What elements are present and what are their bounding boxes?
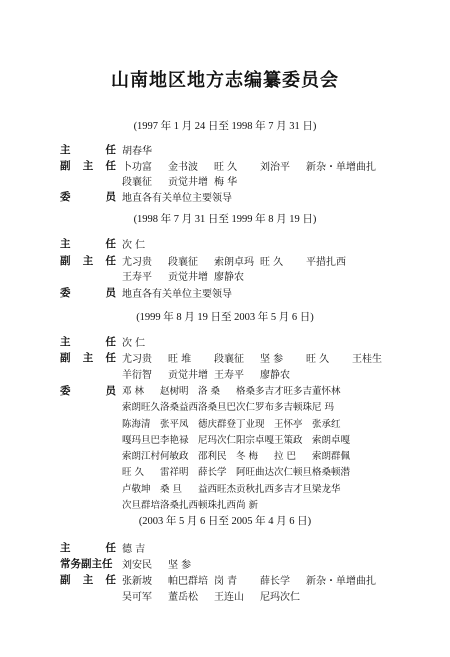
member-name: 拉 巴 xyxy=(274,451,297,463)
members-grid-row xyxy=(122,383,350,399)
member-name: 丁业现 xyxy=(236,418,265,430)
member-name: 刘安民 xyxy=(122,560,152,571)
member-name: 张新坡 xyxy=(122,576,152,587)
member-name: 薛长学 xyxy=(198,467,227,479)
role-label: 常务副主任 xyxy=(60,558,113,570)
member-name: 尼 玛 xyxy=(312,402,335,414)
member-name: 坚 参 xyxy=(260,354,284,365)
member-name: 张平凤 xyxy=(160,418,189,430)
member-name: 贡秋扎西 xyxy=(236,483,275,495)
member-name: 梁龙华 xyxy=(312,483,341,495)
member-name: 王桂生 xyxy=(352,354,382,365)
members-text: 地直各有关单位主要领导 xyxy=(122,193,232,204)
member-name: 贡觉井增 xyxy=(168,272,208,283)
member-name: 贡觉井增 xyxy=(168,370,208,381)
period-heading: (2003 年 5 月 6 日至 2005 年 4 月 6 日) xyxy=(138,516,312,527)
member-name: 益西旺杰 xyxy=(198,483,237,495)
member-name: 阳宗卓嘎 xyxy=(236,434,275,446)
member-name: 尼玛次仁 xyxy=(260,592,300,603)
member-name: 旺 堆 xyxy=(168,354,192,365)
member-name: 洛 桑 xyxy=(198,386,221,397)
member-name: 王策政 xyxy=(274,434,303,446)
member-name: 赵树明 xyxy=(160,386,189,397)
member-name: 次旦群培 xyxy=(122,500,161,512)
deputy-names xyxy=(122,253,352,268)
director-names xyxy=(122,540,168,555)
member-name: 卢敬坤 xyxy=(122,483,151,495)
member-name: 格桑多吉 xyxy=(236,386,275,397)
role-label: 委 员 xyxy=(60,385,116,397)
executive-deputy-names xyxy=(122,556,214,571)
member-name: 贡觉井增 xyxy=(168,177,208,188)
role-label: 副 主 任 xyxy=(60,352,116,364)
member-name: 索朗群佩 xyxy=(312,451,351,463)
member-name: 旺 久 xyxy=(260,257,284,268)
member-name: 王寿平 xyxy=(214,370,244,381)
members-grid xyxy=(122,383,350,513)
deputy-names-cont xyxy=(122,173,260,188)
member-name: 尤习贵 xyxy=(122,354,152,365)
role-label: 主 任 xyxy=(60,542,116,554)
members-grid-row xyxy=(122,464,350,480)
member-name: 羊衍智 xyxy=(122,370,152,381)
role-label: 主 任 xyxy=(60,144,116,156)
member-name: 才旺多吉 xyxy=(274,386,313,397)
role-label: 主 任 xyxy=(60,336,116,348)
member-name: 索朗卓嘎 xyxy=(312,434,351,446)
role-label: 副 主 任 xyxy=(60,255,116,267)
member-name: 索朗卓玛 xyxy=(214,257,254,268)
members-grid-row xyxy=(122,416,350,432)
member-name: 段襄征 xyxy=(168,257,198,268)
member-name: 胡春华 xyxy=(122,146,152,157)
member-name: 王怀亭 xyxy=(274,418,303,430)
period-heading: (1998 年 7 月 31 日至 1999 年 8 月 19 日) xyxy=(133,214,317,225)
director-names xyxy=(122,334,168,349)
members-grid-row xyxy=(122,481,350,497)
members-text: 地直各有关单位主要领导 xyxy=(122,289,232,300)
member-name: 刘治平 xyxy=(260,162,290,173)
member-name: 格桑顿潜 xyxy=(312,467,351,479)
member-name: 嘎玛旦巴 xyxy=(122,434,161,446)
deputy-names-cont xyxy=(122,268,260,283)
member-name: 洛桑旦巴 xyxy=(198,402,237,414)
member-name: 尚 新 xyxy=(236,500,259,512)
member-name: 王寿平 xyxy=(122,272,152,283)
members-grid-row xyxy=(122,432,350,448)
document-title: 山南地区地方志编纂委员会 xyxy=(111,70,339,91)
member-name: 新杂・单增曲扎 xyxy=(306,162,376,173)
member-name: 薛长学 xyxy=(260,576,290,587)
member-name: 洛桑益西 xyxy=(160,402,199,414)
member-name: 索朗旺久 xyxy=(122,402,161,414)
member-name: 次仁顿旦 xyxy=(274,467,313,479)
deputy-names-cont xyxy=(122,366,306,381)
member-name: 尼玛次仁 xyxy=(198,434,237,446)
member-name: 董怀林 xyxy=(312,386,341,397)
member-name: 多吉顿珠 xyxy=(274,402,313,414)
member-name: 陈海清 xyxy=(122,418,151,430)
period-heading: (1999 年 8 月 19 日至 2003 年 5 月 6 日) xyxy=(136,312,314,323)
director-names xyxy=(122,236,168,251)
member-name: 何敏政 xyxy=(160,451,189,463)
member-name: 旺 久 xyxy=(306,354,330,365)
member-name: 桑 旦 xyxy=(160,483,183,495)
member-name: 廖静农 xyxy=(214,272,244,283)
member-name: 廖静农 xyxy=(260,370,290,381)
member-name: 洛桑扎西 xyxy=(160,500,199,512)
deputy-names xyxy=(122,350,398,365)
member-name: 帕巴群培 xyxy=(168,576,208,587)
member-name: 次仁罗布 xyxy=(236,402,275,414)
role-label: 副 主 任 xyxy=(60,160,116,172)
member-name: 金书波 xyxy=(168,162,198,173)
members-grid-row xyxy=(122,399,350,415)
deputy-names-cont xyxy=(122,588,306,603)
member-name: 邓 林 xyxy=(122,386,145,397)
member-name: 张承红 xyxy=(312,418,341,430)
member-name: 梅 华 xyxy=(214,177,238,188)
director-names xyxy=(122,142,168,157)
member-name: 卜功富 xyxy=(122,162,152,173)
role-label: 委 员 xyxy=(60,287,116,299)
members-grid-row xyxy=(122,497,350,513)
member-name: 段襄征 xyxy=(214,354,244,365)
member-name: 次 仁 xyxy=(122,240,146,251)
member-name: 旺 久 xyxy=(122,467,145,479)
member-name: 李艳禄 xyxy=(160,434,189,446)
member-name: 雷祥明 xyxy=(160,467,189,479)
member-name: 段襄征 xyxy=(122,177,152,188)
member-name: 坚 参 xyxy=(168,560,192,571)
member-name: 岗 青 xyxy=(214,576,238,587)
member-name: 尤习贵 xyxy=(122,257,152,268)
member-name: 次 仁 xyxy=(122,338,146,349)
deputy-names xyxy=(122,572,376,587)
member-name: 德 吉 xyxy=(122,544,146,555)
role-label: 副 主 任 xyxy=(60,574,116,586)
member-name: 索朗江村 xyxy=(122,451,161,463)
members-grid-row xyxy=(122,448,350,464)
period-heading: (1997 年 1 月 24 日至 1998 年 7 月 31 日) xyxy=(133,121,317,132)
member-name: 新杂・单增曲扎 xyxy=(306,576,376,587)
member-name: 董岳松 xyxy=(168,592,198,603)
role-label: 委 员 xyxy=(60,191,116,203)
member-name: 冬 梅 xyxy=(236,451,259,463)
member-name: 平措扎西 xyxy=(306,257,346,268)
member-name: 邵利民 xyxy=(198,451,227,463)
deputy-names xyxy=(122,158,376,173)
member-name: 王连山 xyxy=(214,592,244,603)
role-label: 主 任 xyxy=(60,238,116,250)
member-name: 德庆群登 xyxy=(198,418,237,430)
member-name: 吴可军 xyxy=(122,592,152,603)
member-name: 顿珠扎西 xyxy=(198,500,237,512)
member-name: 旺 久 xyxy=(214,162,238,173)
member-name: 阿旺曲达 xyxy=(236,467,275,479)
member-name: 多吉才旦 xyxy=(274,483,313,495)
